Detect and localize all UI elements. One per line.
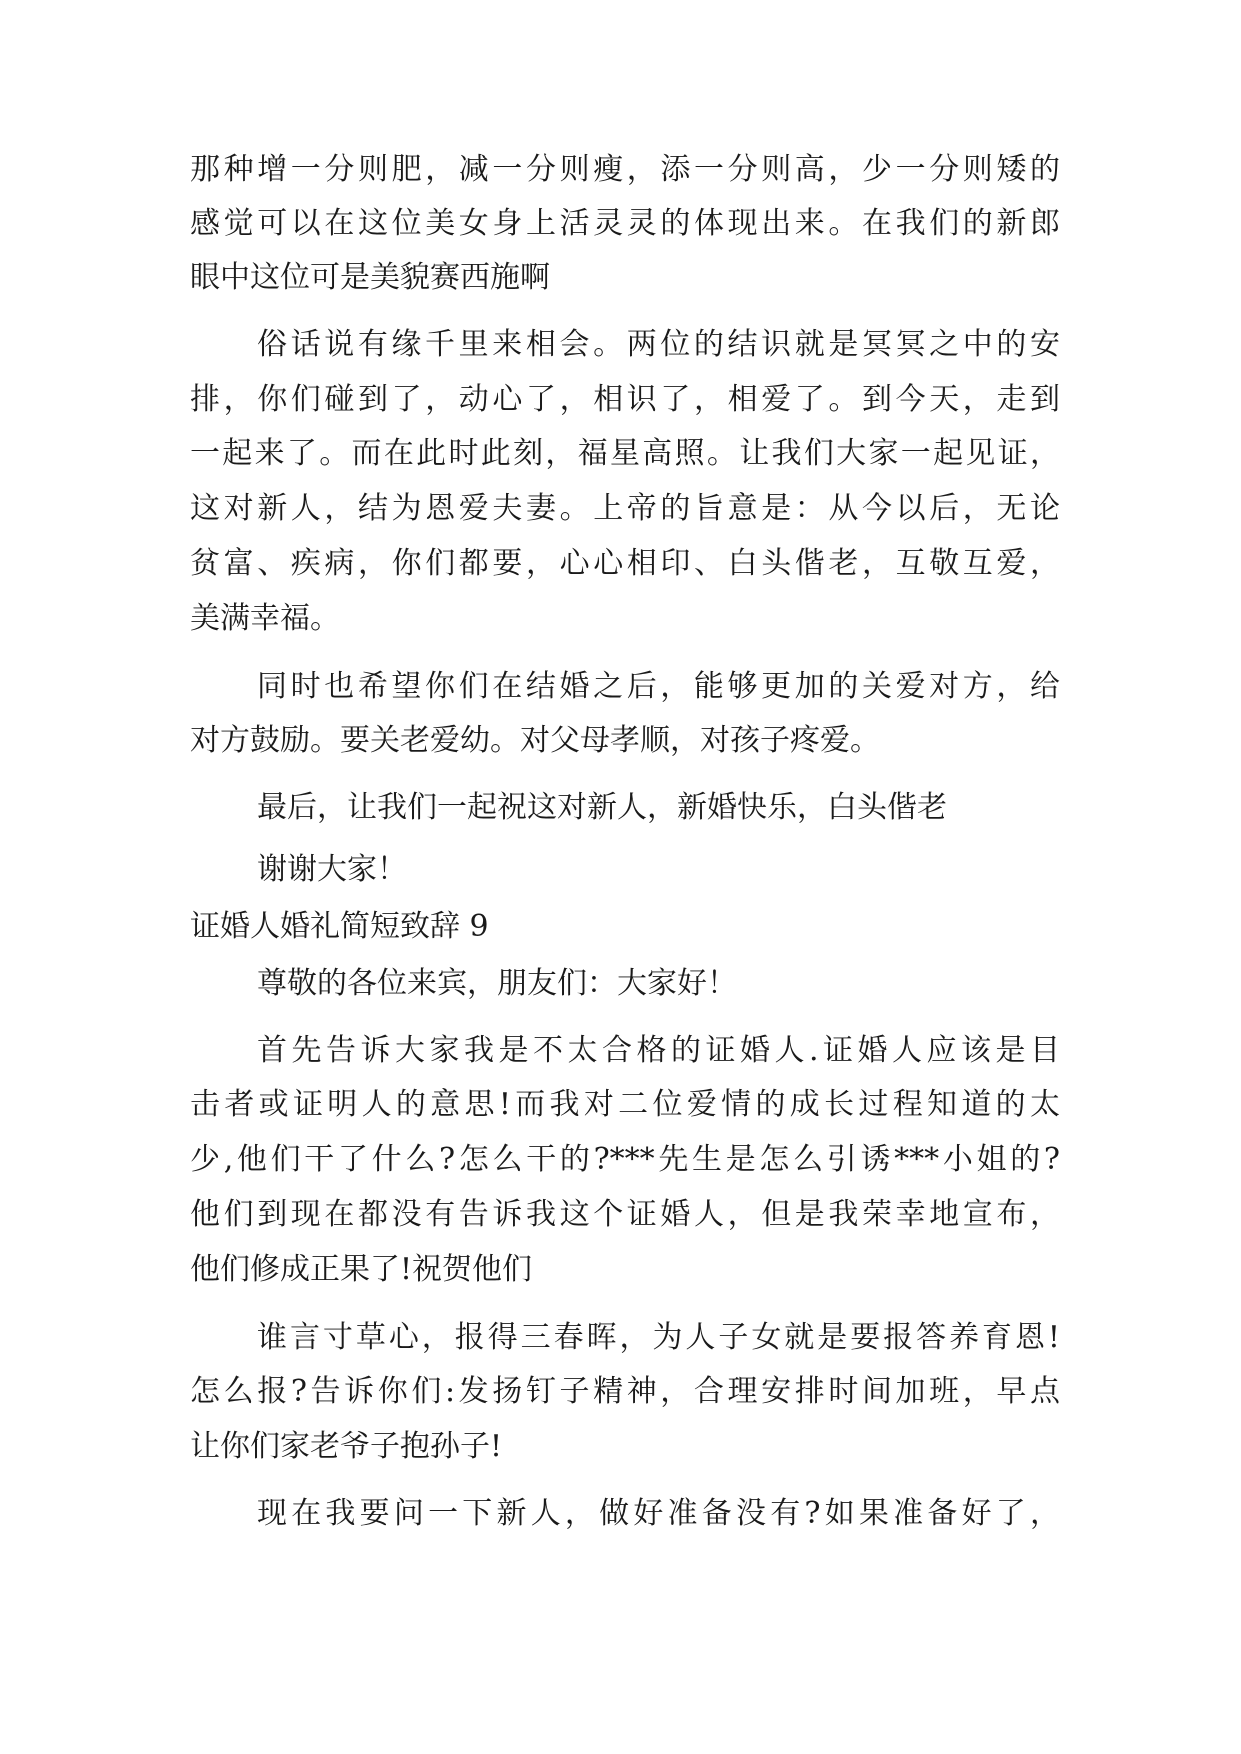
text-line: 少,他们干了什么?怎么干的?***先生是怎么引诱***小姐的? — [190, 1142, 1060, 1177]
text-line: 现在我要问一下新人，做好准备没有?如果准备好了， — [257, 1496, 1060, 1531]
text-line: 美满幸福。 — [190, 601, 340, 636]
text-line: 一起来了。而在此时此刻，福星高照。让我们大家一起见证， — [190, 436, 1060, 471]
text-line: 贫富、疾病，你们都要，心心相印、白头偕老，互敬互爱， — [190, 546, 1060, 581]
text-line: 尊敬的各位来宾，朋友们：大家好！ — [257, 966, 737, 1001]
text-line: 排，你们碰到了，动心了，相识了，相爱了。到今天，走到 — [190, 382, 1060, 417]
text-line: 最后，让我们一起祝这对新人，新婚快乐，白头偕老 — [257, 790, 947, 825]
section-heading: 证婚人婚礼简短致辞 9 — [190, 909, 489, 944]
text-line: 首先告诉大家我是不太合格的证婚人.证婚人应该是目 — [257, 1033, 1060, 1068]
text-line: 他们到现在都没有告诉我这个证婚人，但是我荣幸地宣布， — [190, 1197, 1060, 1232]
text-line: 他们修成正果了!祝贺他们 — [190, 1252, 533, 1287]
text-line: 那种增一分则肥，减一分则瘦，添一分则高，少一分则矮的 — [190, 152, 1060, 187]
text-line: 谁言寸草心，报得三春晖，为人子女就是要报答养育恩! — [257, 1320, 1060, 1355]
text-line: 眼中这位可是美貌赛西施啊 — [190, 260, 550, 295]
text-line: 同时也希望你们在结婚之后，能够更加的关爱对方，给 — [257, 669, 1060, 704]
text-line: 对方鼓励。要关老爱幼。对父母孝顺，对孩子疼爱。 — [190, 723, 880, 758]
text-line: 击者或证明人的意思!而我对二位爱情的成长过程知道的太 — [190, 1087, 1060, 1122]
text-line: 这对新人，结为恩爱夫妻。上帝的旨意是：从今以后，无论 — [190, 491, 1060, 526]
text-line: 感觉可以在这位美女身上活灵灵的体现出来。在我们的新郎 — [190, 206, 1060, 241]
text-line: 怎么报?告诉你们:发扬钉子精神，合理安排时间加班，早点 — [190, 1374, 1060, 1409]
text-line: 谢谢大家！ — [257, 852, 407, 887]
text-line: 让你们家老爷子抱孙子! — [190, 1429, 503, 1464]
text-line: 俗话说有缘千里来相会。两位的结识就是冥冥之中的安 — [257, 327, 1060, 362]
